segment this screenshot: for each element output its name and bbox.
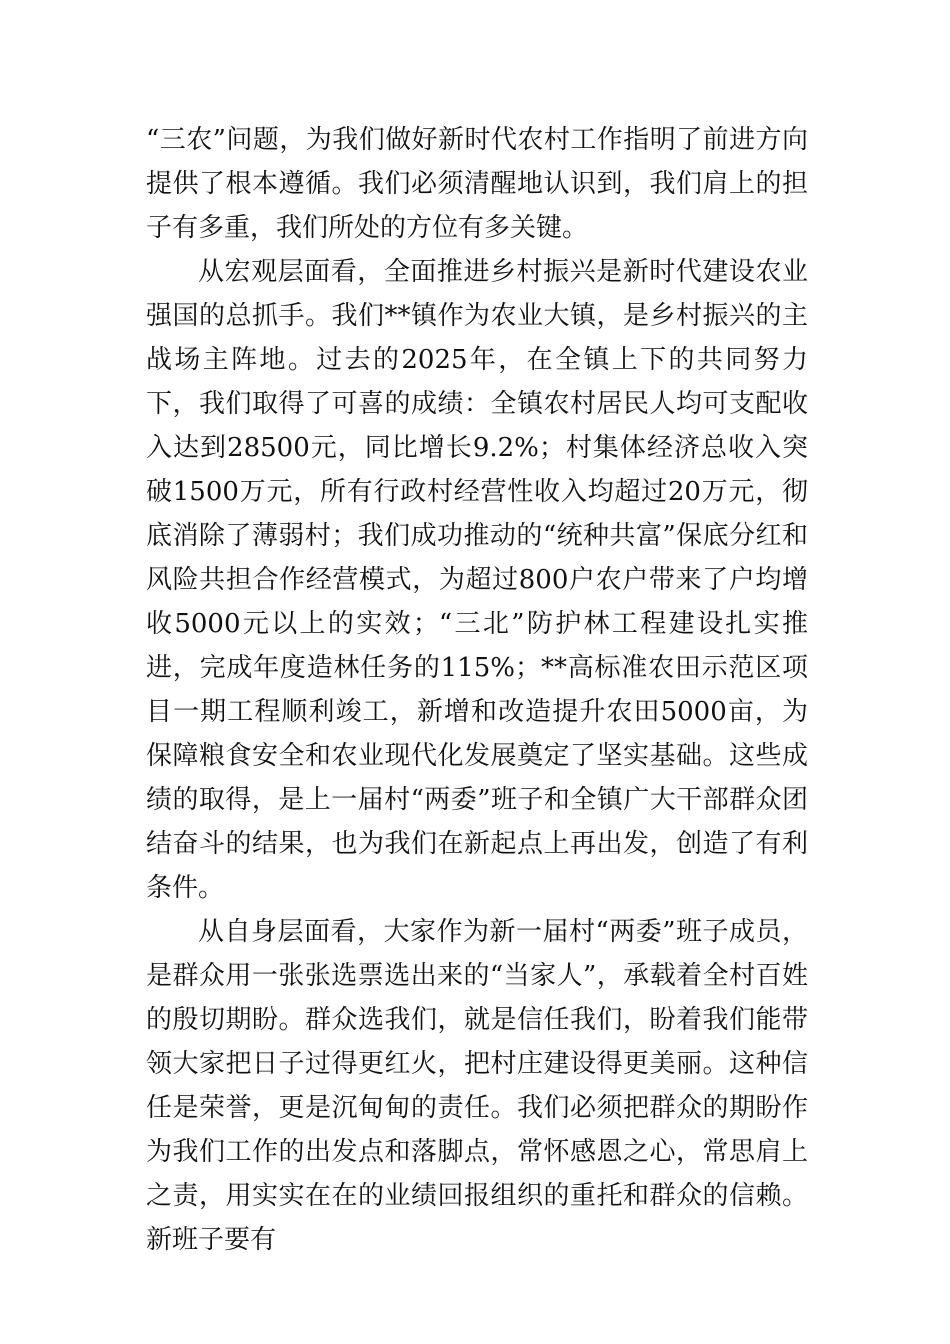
- paragraph-self-level: 从自身层面看，大家作为新一届村“两委”班子成员，是群众用一张张选票选出来的“当家人”，承载着全村百姓的殷切期盼。群众选我们，就是信任我们，盼着我们能带领大家把日子过得更红火，把村庄建设得更美丽。这种信任是荣誉，更是沉甸甸的责任。我们必须把群众的期盼作为我们工作的出发点和落脚点，常怀感恩之心，常思肩上之责，用实实在在的业绩回报组织的重托和群众的信赖。新班子要有: [146, 917, 808, 1255]
- paragraph-continuation: “三农”问题，为我们做好新时代农村工作指明了前进方向提供了根本遵循。我们必须清醒地认识到，我们肩上的担子有多重，我们所处的方位有多关键。: [146, 125, 808, 243]
- document-body: [146, 118, 808, 1262]
- paragraph-macro-level: 从宏观层面看，全面推进乡村振兴是新时代建设农业强国的总抓手。我们**镇作为农业大镇，是乡村振兴的主战场主阵地。过去的2025年，在全镇上下的共同努力下，我们取得了可喜的成绩：全镇农村居民人均可支配收入达到28500元，同比增长9.2%；村集体经济总收入突破1500万元，所有行政村经营性收入均超过20万元，彻底消除了薄弱村；我们成功推动的“统种共富”保底分红和风险共担合作经营模式，为超过800户农户带来了户均增收5000元以上的实效；“三北”防护林工程建设扎实推进，完成年度造林任务的115%；**高标准农田示范区项目一期工程顺利竣工，新增和改造提升农田5000亩，为保障粮食安全和农业现代化发展奠定了坚实基础。这些成绩的取得，是上一届村“两委”班子和全镇广大干部群众团结奋斗的结果，也为我们在新起点上再出发，创造了有利条件。: [146, 257, 808, 903]
